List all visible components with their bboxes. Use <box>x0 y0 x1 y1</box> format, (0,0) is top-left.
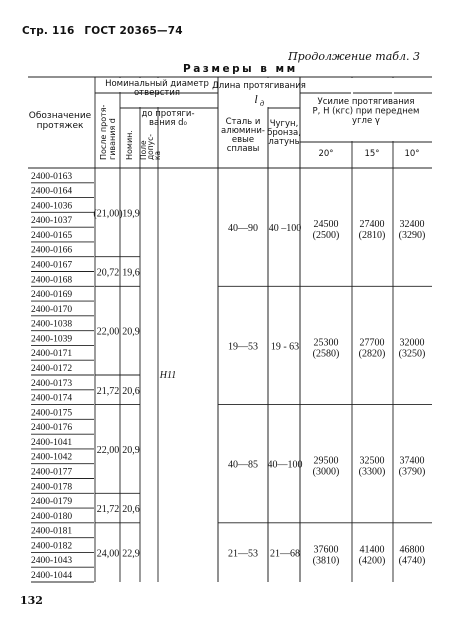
row-designation: 2400-1039 <box>31 334 73 345</box>
header-steel: сплавы <box>226 144 260 154</box>
header-cast-iron: бронза, <box>267 128 301 138</box>
force-20-kgf: (2500) <box>312 230 340 242</box>
length-cast-iron: 19 - 63 <box>270 341 300 353</box>
force-20-kgf: (3810) <box>312 555 340 567</box>
header-angle: 10° <box>404 149 420 159</box>
force-10-kgf: (3790) <box>398 466 426 478</box>
force-20: 24500 <box>313 219 339 231</box>
force-15: 27700 <box>359 337 385 349</box>
header-tolerance-field: Поле <box>139 140 148 160</box>
tolerance-value: H11 <box>159 369 177 381</box>
diameter-after: 20,72 <box>96 267 120 279</box>
diameter-after: (21,00) <box>93 208 123 220</box>
standard-number: ГОСТ 20365—74 <box>84 25 183 37</box>
header-broaching-length: Длина протягивания <box>212 81 306 91</box>
diameter-after: 21,72 <box>96 504 120 516</box>
force-15: 41400 <box>359 544 385 556</box>
row-designation: 2400-0176 <box>31 423 73 434</box>
header-before-broaching: вания d₀ <box>149 118 187 128</box>
page-label: Стр. 116 <box>22 25 75 37</box>
force-10: 37400 <box>399 455 425 467</box>
header-steel: евые <box>231 135 255 145</box>
row-designation: 2400-0179 <box>31 497 73 508</box>
header-nominal-diameter: отверстия <box>133 88 181 98</box>
row-designation: 2400-1037 <box>31 216 73 227</box>
header-nominal: Номин. <box>125 130 134 160</box>
header-force: P, Н (кгс) при переднем <box>312 106 420 117</box>
force-10: 32400 <box>399 219 425 231</box>
header-nominal-diameter: Номинальный диаметр <box>105 79 209 89</box>
header-after-broaching: гивания d <box>108 118 117 160</box>
diameter-after: 21,72 <box>96 385 120 397</box>
length-cast-iron: 40 –100 <box>268 223 302 235</box>
row-designation: 2400-0173 <box>31 378 73 389</box>
row-designation: 2400-1042 <box>31 452 73 463</box>
row-designation: 2400-0163 <box>31 171 73 182</box>
diameter-before: 20,9 <box>122 444 140 456</box>
row-designation: 2400-1036 <box>31 201 73 212</box>
length-cast-iron: 40—100 <box>267 459 303 471</box>
force-10: 46800 <box>399 544 425 556</box>
row-designation: 2400-1041 <box>31 437 73 448</box>
header-length-symbol: l <box>254 92 258 106</box>
row-designation: 2400-0171 <box>31 349 73 360</box>
force-15-kgf: (4200) <box>358 555 386 567</box>
force-15-kgf: (2820) <box>358 348 386 360</box>
diameter-before: 22,9 <box>122 548 140 560</box>
header-tolerance-field: ка <box>153 150 162 160</box>
diameter-before: 20,9 <box>122 326 140 338</box>
force-20: 29500 <box>313 455 339 467</box>
header-designation: протяжек <box>36 121 84 131</box>
force-20-kgf: (3000) <box>312 466 340 478</box>
row-designation: 2400-1038 <box>31 319 73 330</box>
row-designation: 2400-1044 <box>31 571 73 581</box>
force-15-kgf: (2810) <box>358 230 386 242</box>
header-steel: Сталь и <box>225 117 261 127</box>
row-designation: 2400-0174 <box>31 393 73 404</box>
row-designation: 2400-0172 <box>31 364 73 374</box>
row-designation: 2400-0177 <box>31 467 73 478</box>
header-steel: алюмини- <box>221 126 265 136</box>
header-tolerance-field: допус- <box>146 134 155 160</box>
force-15: 27400 <box>359 219 385 231</box>
diameter-before: 20,6 <box>122 504 140 516</box>
length-steel: 40—85 <box>228 459 258 471</box>
row-designation: 2400-0170 <box>31 304 73 315</box>
header-angle: 15° <box>364 149 380 159</box>
force-20: 25300 <box>313 337 339 349</box>
length-steel: 19—53 <box>228 341 258 353</box>
row-designation: 2400-0167 <box>31 260 73 271</box>
header-cast-iron: Чугун, <box>269 119 299 129</box>
footer-page-number: 132 <box>20 594 43 607</box>
row-designation: 2400-0180 <box>31 511 73 522</box>
header-designation: Обозначение <box>28 111 92 121</box>
force-15-kgf: (3300) <box>358 466 386 478</box>
row-designation: 2400-1043 <box>31 556 73 567</box>
diameter-after: 22,00 <box>96 444 120 456</box>
header-length-subscript: д <box>259 99 265 108</box>
header-before-broaching: до протяги- <box>141 109 195 119</box>
table-continuation-note: Продолжение табл. 3 <box>288 50 420 63</box>
row-designation: 2400-0169 <box>31 290 73 301</box>
units-caption: Размеры в мм <box>183 63 298 75</box>
header-force: Усилие протягивания <box>317 97 415 107</box>
row-designation: 2400-0168 <box>31 275 73 286</box>
force-15: 32500 <box>359 455 385 467</box>
row-designation: 2400-0164 <box>31 186 73 197</box>
length-steel: 40—90 <box>228 223 258 235</box>
header-force: угле γ <box>352 116 380 126</box>
row-designation: 2400-0175 <box>31 408 73 419</box>
force-10-kgf: (3290) <box>398 230 426 242</box>
force-10-kgf: (3250) <box>398 348 426 360</box>
diameter-after: 24,00 <box>96 548 120 560</box>
row-designation: 2400-0166 <box>31 245 73 256</box>
row-designation: 2400-0181 <box>31 526 73 537</box>
force-20-kgf: (2580) <box>312 348 340 360</box>
diameter-after: 22,00 <box>96 326 120 338</box>
force-20: 37600 <box>313 544 339 556</box>
force-10: 32000 <box>399 337 425 349</box>
diameter-before: 20,6 <box>122 385 140 397</box>
header-angle: 20° <box>318 149 334 159</box>
row-designation: 2400-0182 <box>31 541 73 552</box>
row-designation: 2400-0165 <box>31 230 73 241</box>
force-10-kgf: (4740) <box>398 555 426 567</box>
row-designation: 2400-0178 <box>31 482 73 493</box>
length-cast-iron: 21—68 <box>270 548 300 560</box>
diameter-before: 19,9 <box>122 208 140 220</box>
diameter-before: 19,6 <box>122 267 140 279</box>
length-steel: 21—53 <box>228 548 258 560</box>
header-after-broaching: После протя- <box>99 104 108 160</box>
header-cast-iron: латунь <box>268 137 300 147</box>
